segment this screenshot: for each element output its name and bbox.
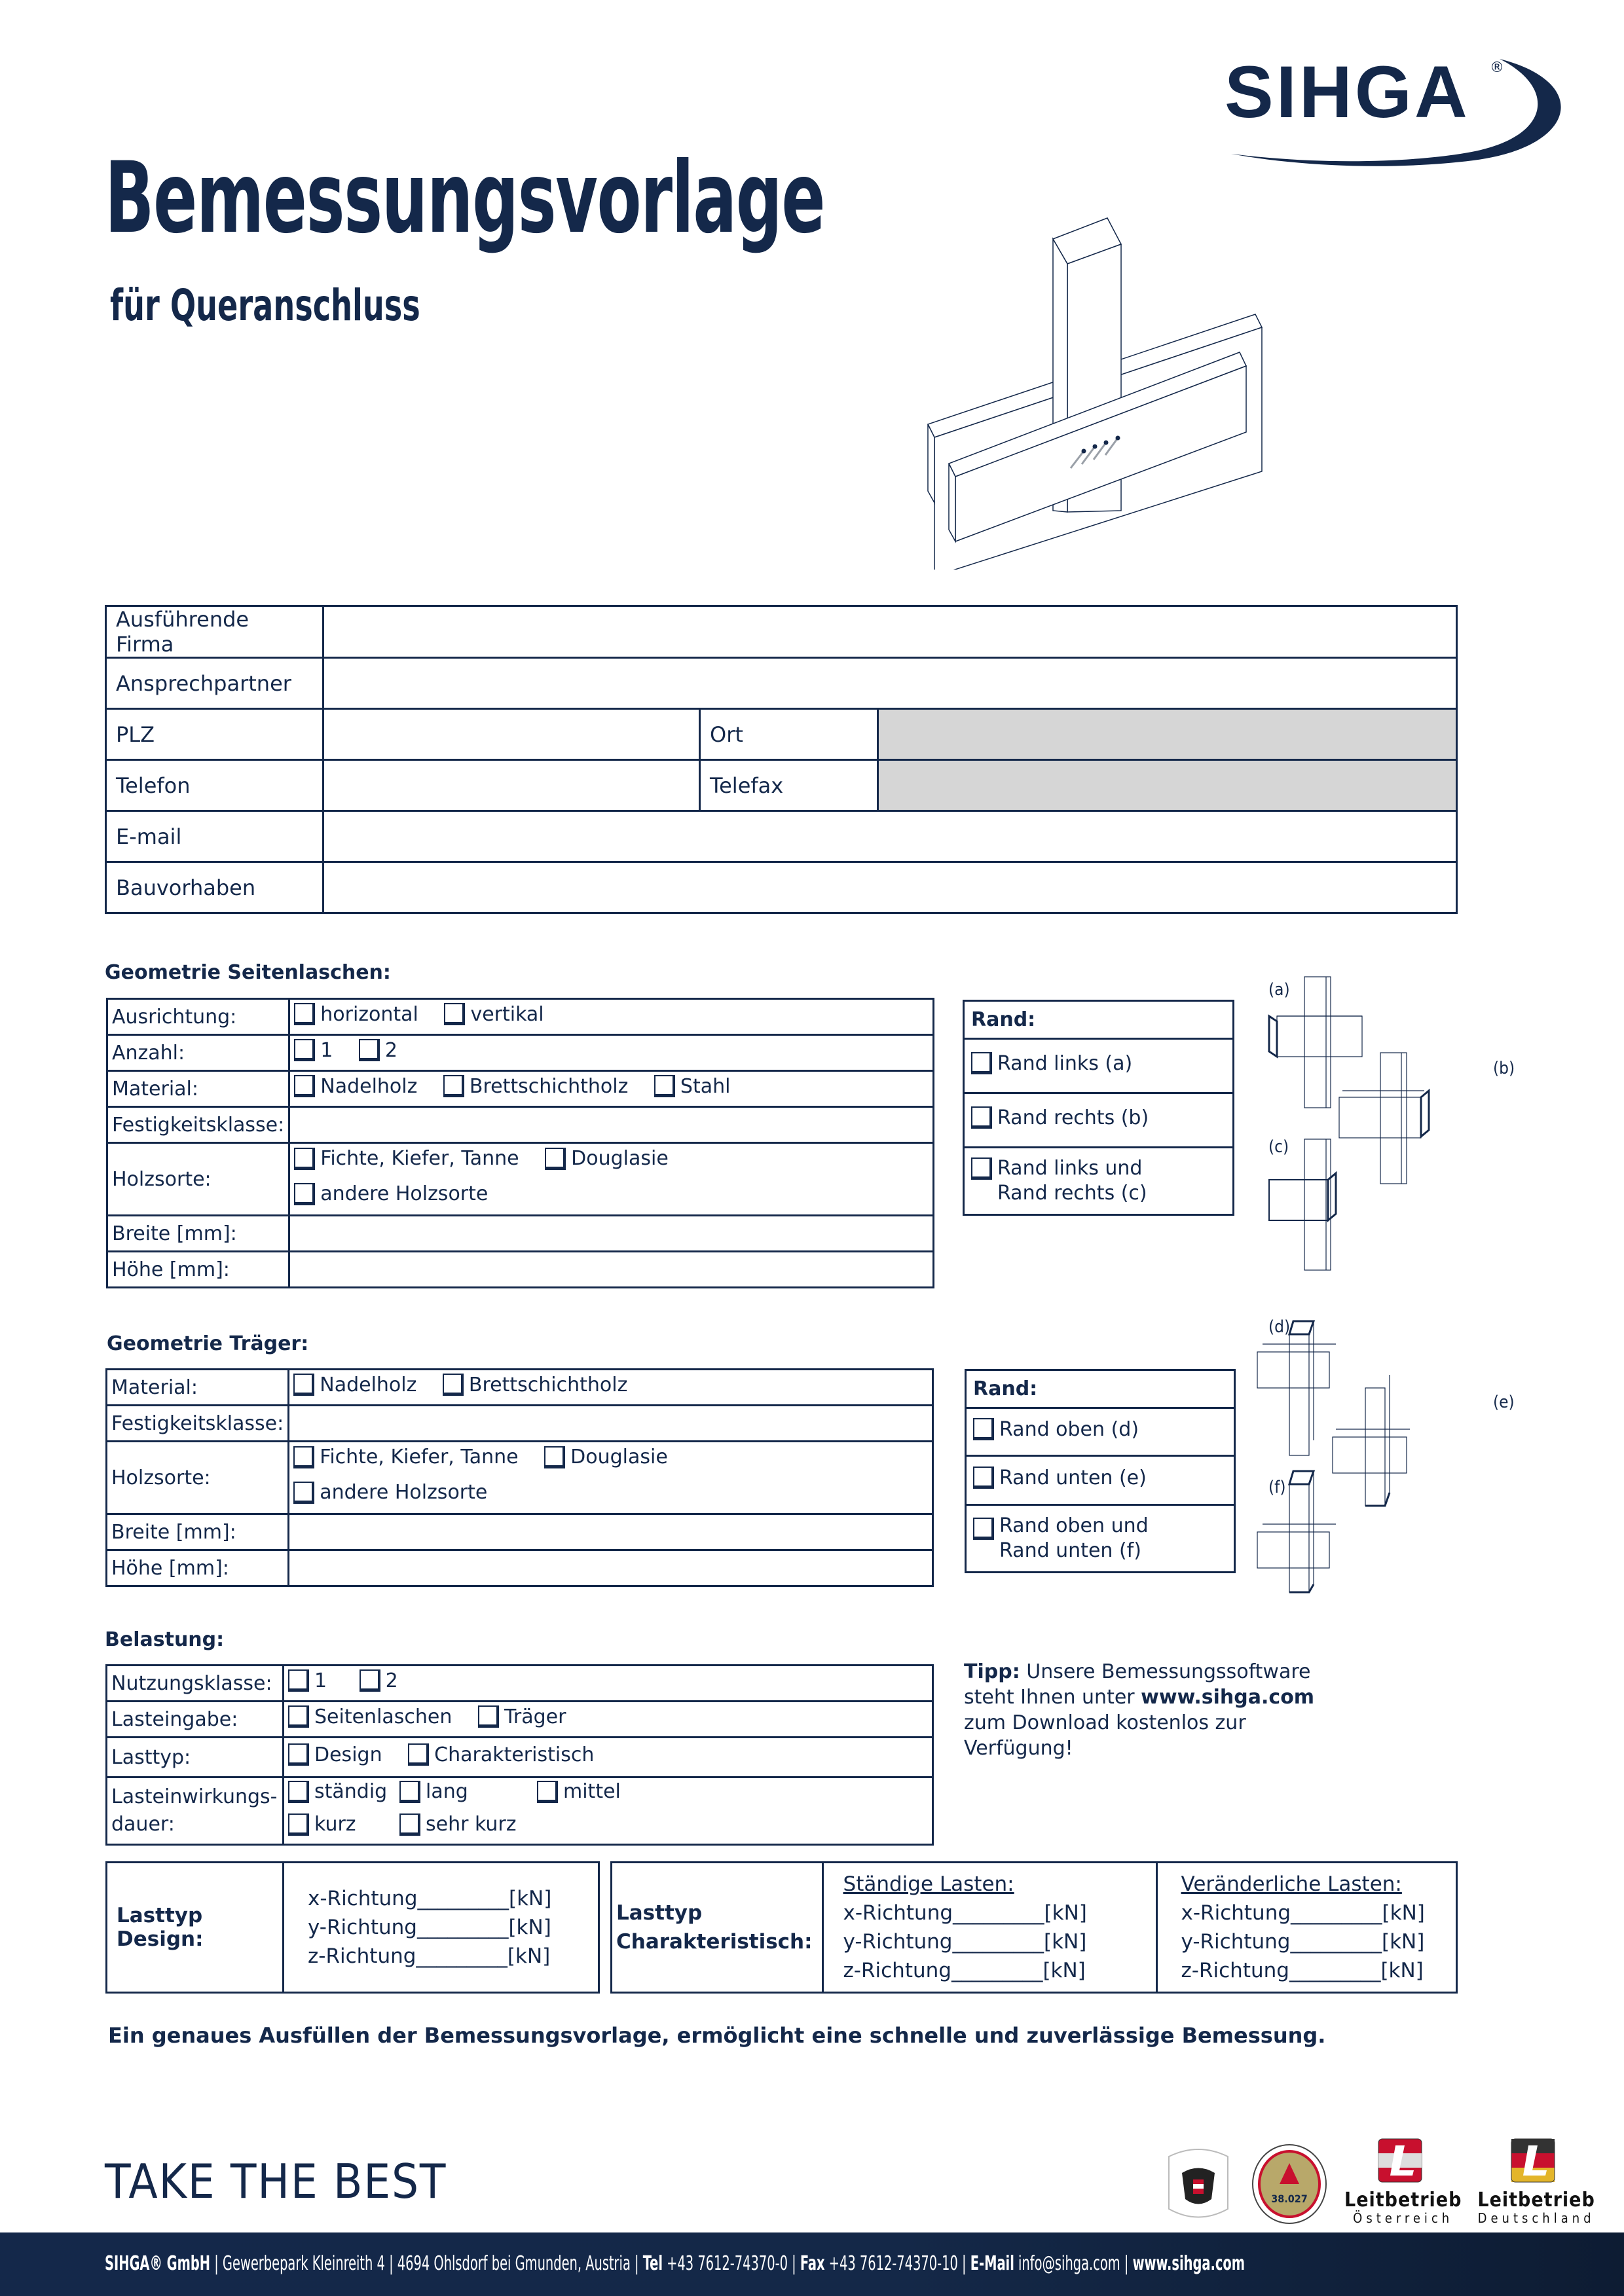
char-load-label-line1: Lasttyp bbox=[616, 1901, 703, 1925]
load-title: Belastung: bbox=[105, 1628, 225, 1651]
char-load-label-line2: Charakteristisch: bbox=[616, 1930, 813, 1954]
option-spruce[interactable] bbox=[293, 1442, 518, 1472]
phone-label: Telefon bbox=[106, 760, 323, 811]
option-edge-right[interactable] bbox=[971, 1106, 1149, 1129]
beam-material-label: Material: bbox=[107, 1370, 289, 1406]
tip-label: Tipp: bbox=[964, 1660, 1020, 1683]
count-label: Anzahl: bbox=[107, 1035, 289, 1071]
checkbox[interactable] bbox=[288, 1743, 309, 1766]
fax-field[interactable] bbox=[878, 760, 1457, 811]
option-very-short[interactable] bbox=[399, 1811, 517, 1838]
checkbox[interactable] bbox=[408, 1743, 429, 1766]
contact-person-label: Ansprechpartner bbox=[106, 658, 323, 709]
page-title: Bemessungsvorlage bbox=[105, 141, 825, 255]
option-label-line2: Rand rechts (c) bbox=[997, 1182, 1147, 1205]
row-phone-fax bbox=[106, 760, 1457, 811]
option-spruce[interactable] bbox=[294, 1144, 519, 1174]
checkbox[interactable] bbox=[971, 1106, 992, 1129]
austria-label: Österreich bbox=[1353, 2210, 1454, 2226]
checkbox[interactable] bbox=[654, 1075, 675, 1097]
option-beam[interactable] bbox=[478, 1705, 566, 1728]
duration-label-line1: Lasteinwirkungs- bbox=[111, 1785, 278, 1808]
option-edge-both[interactable] bbox=[971, 1156, 1147, 1206]
label-e: (e) bbox=[1493, 1393, 1515, 1412]
option-steel[interactable] bbox=[654, 1075, 731, 1098]
permanent-y-field[interactable]: y-Richtung_________[kN] bbox=[843, 1930, 1087, 1954]
checkbox[interactable] bbox=[293, 1482, 314, 1504]
option-long[interactable] bbox=[399, 1778, 537, 1806]
option-label: Stahl bbox=[680, 1074, 731, 1098]
side-edge-table bbox=[963, 1000, 1234, 1216]
logo-wordmark: SIHGA bbox=[1225, 51, 1470, 133]
checkbox[interactable] bbox=[294, 1148, 315, 1170]
checkbox[interactable] bbox=[399, 1813, 420, 1836]
fax-label: Telefax bbox=[700, 760, 878, 811]
option-label: Rand links (a) bbox=[997, 1051, 1133, 1075]
footer-company: SIHGA® GmbH bbox=[105, 2252, 211, 2275]
quality-seal-badge-icon bbox=[1250, 2143, 1329, 2225]
option-count-1[interactable] bbox=[294, 1039, 333, 1062]
option-label: kurz bbox=[314, 1813, 356, 1836]
option-glulam[interactable] bbox=[443, 1075, 628, 1098]
leitbetrieb-label: Leitbetrieb bbox=[1477, 2188, 1595, 2212]
option-side-plates[interactable] bbox=[288, 1705, 452, 1728]
option-label: Rand oben (d) bbox=[999, 1417, 1139, 1441]
option-label: 1 bbox=[320, 1038, 333, 1062]
option-label: Nadelholz bbox=[320, 1373, 417, 1396]
figure-d bbox=[1257, 1321, 1336, 1455]
option-permanent[interactable] bbox=[288, 1778, 399, 1806]
option-softwood[interactable] bbox=[293, 1374, 416, 1396]
checkbox[interactable] bbox=[359, 1039, 380, 1061]
variable-z-field[interactable]: z-Richtung_________[kN] bbox=[1181, 1959, 1424, 1982]
state-award-badge-icon bbox=[1162, 2143, 1234, 2225]
city-field[interactable] bbox=[878, 709, 1457, 760]
option-label: horizontal bbox=[320, 1002, 418, 1026]
option-label: andere Holzsorte bbox=[320, 1481, 488, 1504]
tip-text-end: zum Download kostenlos zur Verfügung! bbox=[964, 1711, 1246, 1760]
beam-edge-title: Rand: bbox=[966, 1370, 1235, 1408]
width-field[interactable] bbox=[289, 1216, 934, 1252]
footer-email-label: E-Mail bbox=[970, 2252, 1014, 2275]
option-count-2[interactable] bbox=[359, 1039, 397, 1062]
option-label: andere Holzsorte bbox=[320, 1182, 489, 1205]
footer-tel-label: Tel bbox=[642, 2252, 663, 2275]
phone-field[interactable] bbox=[323, 760, 700, 811]
option-edge-top[interactable] bbox=[973, 1418, 1139, 1441]
option-vertical[interactable] bbox=[444, 1003, 544, 1026]
checkbox[interactable] bbox=[544, 1446, 565, 1468]
leitbetrieb-austria-badge bbox=[1344, 2138, 1462, 2225]
leitbetrieb-germany-icon bbox=[1510, 2138, 1562, 2185]
height-field[interactable] bbox=[289, 1252, 934, 1288]
option-other-wood[interactable] bbox=[294, 1179, 488, 1209]
option-label: mittel bbox=[563, 1780, 621, 1803]
checkbox[interactable] bbox=[973, 1467, 994, 1489]
tip-text: Unsere Bemessungssoftware steht Ihnen unter bbox=[964, 1660, 1311, 1709]
label-b: (b) bbox=[1493, 1059, 1515, 1078]
connection-illustration bbox=[917, 210, 1473, 570]
beam-width-label: Breite [mm]: bbox=[107, 1514, 289, 1550]
beam-title: Geometrie Träger: bbox=[107, 1332, 309, 1355]
permanent-x-field[interactable]: x-Richtung_________[kN] bbox=[843, 1901, 1087, 1925]
option-horizontal[interactable] bbox=[294, 1003, 418, 1026]
label-a: (a) bbox=[1268, 980, 1290, 1000]
row-project bbox=[106, 862, 1457, 913]
design-y-field[interactable]: y-Richtung_________[kN] bbox=[308, 1916, 551, 1939]
checkbox[interactable] bbox=[545, 1148, 566, 1170]
leitbetrieb-label: Leitbetrieb bbox=[1344, 2188, 1462, 2212]
row-zip-city bbox=[106, 709, 1457, 760]
beam-width-field[interactable] bbox=[289, 1514, 933, 1550]
figure-b bbox=[1339, 1053, 1429, 1184]
option-label: Douglasie bbox=[570, 1446, 668, 1468]
option-label bbox=[999, 1514, 1149, 1563]
option-characteristic[interactable] bbox=[408, 1743, 594, 1766]
variable-y-field[interactable]: y-Richtung_________[kN] bbox=[1181, 1930, 1425, 1954]
option-label: Träger bbox=[504, 1705, 566, 1728]
checkbox[interactable] bbox=[288, 1781, 309, 1803]
option-label: 2 bbox=[385, 1669, 398, 1692]
checkbox[interactable] bbox=[288, 1669, 309, 1692]
permanent-z-field[interactable]: z-Richtung_________[kN] bbox=[843, 1959, 1086, 1982]
beam-wood-label: Holzsorte: bbox=[107, 1442, 289, 1514]
design-load-label: Lasttyp Design: bbox=[107, 1863, 284, 1993]
zip-field[interactable] bbox=[323, 709, 700, 760]
option-label: Charakteristisch bbox=[434, 1743, 595, 1766]
design-load-table bbox=[105, 1861, 600, 1994]
height-label: Höhe [mm]: bbox=[107, 1252, 289, 1288]
strength-field[interactable] bbox=[289, 1107, 934, 1143]
contact-table bbox=[105, 605, 1458, 914]
strength-label: Festigkeitsklasse: bbox=[107, 1107, 289, 1143]
option-label: vertikal bbox=[470, 1002, 544, 1026]
project-label: Bauvorhaben bbox=[106, 862, 323, 913]
option-edge-left[interactable] bbox=[971, 1052, 1132, 1075]
footer-tel: +43 7612-74370-0 | bbox=[662, 2252, 800, 2275]
option-label: sehr kurz bbox=[426, 1813, 517, 1836]
beam-table bbox=[105, 1368, 934, 1587]
completion-note: Ein genaues Ausfüllen der Bemessungsvorlage, ermöglicht eine schnelle und zuverlässige Bemessung. bbox=[108, 2023, 1326, 2048]
company-label: Ausführende Firma bbox=[106, 606, 323, 658]
quality-number: 38.027 bbox=[1271, 2192, 1308, 2205]
checkbox[interactable] bbox=[444, 1003, 465, 1025]
duration-label bbox=[107, 1777, 284, 1845]
beam-height-field[interactable] bbox=[289, 1550, 933, 1586]
footer-bar bbox=[0, 2232, 1624, 2296]
option-label: Rand rechts (b) bbox=[997, 1106, 1149, 1129]
leitbetrieb-germany-badge bbox=[1477, 2138, 1595, 2225]
option-glulam[interactable] bbox=[443, 1374, 627, 1396]
option-edge-bottom[interactable] bbox=[973, 1467, 1147, 1489]
material-label: Material: bbox=[107, 1071, 289, 1107]
option-label: Design bbox=[314, 1743, 382, 1766]
option-label bbox=[997, 1156, 1147, 1206]
registered-mark: ® bbox=[1490, 60, 1504, 76]
slogan: TAKE THE BEST bbox=[105, 2154, 447, 2209]
footer-address: | Gewerbepark Kleinreith 4 | 4694 Ohlsdorf bei Gmunden, Austria | bbox=[210, 2252, 643, 2275]
option-label: 2 bbox=[384, 1038, 397, 1062]
footer-website-link[interactable]: www.sihga.com bbox=[1132, 2252, 1246, 2275]
city-label: Ort bbox=[700, 709, 878, 760]
orientation-label: Ausrichtung: bbox=[107, 999, 289, 1035]
option-douglas[interactable] bbox=[545, 1144, 669, 1174]
duration-label-line2: dauer: bbox=[111, 1813, 175, 1836]
project-field[interactable] bbox=[323, 862, 1457, 913]
load-table bbox=[105, 1664, 934, 1846]
logo-swoosh-icon bbox=[1225, 51, 1565, 173]
checkbox[interactable] bbox=[288, 1705, 309, 1728]
beam-strength-field[interactable] bbox=[289, 1406, 933, 1442]
email-label: E-mail bbox=[106, 811, 323, 862]
option-label: 1 bbox=[314, 1669, 327, 1692]
leitbetrieb-austria-icon bbox=[1377, 2138, 1430, 2185]
side-plates-table bbox=[106, 998, 934, 1288]
option-other-wood[interactable] bbox=[293, 1478, 487, 1508]
beam-edge-diagrams bbox=[1244, 1303, 1532, 1597]
option-label-line1: Rand oben und bbox=[999, 1514, 1149, 1537]
option-medium[interactable] bbox=[537, 1778, 621, 1806]
page-subtitle: für Queranschluss bbox=[110, 280, 420, 331]
checkbox[interactable] bbox=[971, 1157, 992, 1180]
option-service-class-1[interactable] bbox=[288, 1669, 327, 1692]
beam-edge-table bbox=[965, 1369, 1236, 1573]
option-label-line1: Rand links und bbox=[997, 1157, 1143, 1180]
checkbox[interactable] bbox=[399, 1781, 420, 1803]
footer-email[interactable]: info@sihga.com | bbox=[1014, 2252, 1133, 2275]
design-z-field[interactable]: z-Richtung_________[kN] bbox=[308, 1944, 551, 1968]
option-label: Douglasie bbox=[571, 1147, 669, 1170]
option-label: Brettschichtholz bbox=[468, 1373, 628, 1396]
service-class-label: Nutzungsklasse: bbox=[107, 1666, 284, 1702]
beam-height-label: Höhe [mm]: bbox=[107, 1550, 289, 1586]
certification-badges bbox=[1162, 2138, 1595, 2225]
row-email bbox=[106, 811, 1457, 862]
checkbox[interactable] bbox=[360, 1669, 380, 1692]
checkbox[interactable] bbox=[478, 1705, 499, 1728]
option-label: Seitenlaschen bbox=[314, 1705, 452, 1728]
option-short[interactable] bbox=[288, 1811, 399, 1838]
load-type-label: Lasttyp: bbox=[107, 1738, 284, 1777]
variable-loads-title: Veränderliche Lasten: bbox=[1181, 1872, 1402, 1896]
side-edge-title: Rand: bbox=[964, 1001, 1234, 1039]
checkbox[interactable] bbox=[973, 1518, 994, 1540]
footer-contact bbox=[105, 2252, 1245, 2275]
option-label: Brettschichtholz bbox=[469, 1074, 629, 1098]
beam-strength-label: Festigkeitsklasse: bbox=[107, 1406, 289, 1442]
side-edge-diagrams bbox=[1257, 956, 1532, 1277]
checkbox[interactable] bbox=[288, 1813, 309, 1836]
checkbox[interactable] bbox=[973, 1418, 994, 1440]
germany-label: Deutschland bbox=[1477, 2210, 1595, 2226]
checkbox[interactable] bbox=[443, 1075, 464, 1097]
width-label: Breite [mm]: bbox=[107, 1216, 289, 1252]
design-x-field[interactable]: x-Richtung_________[kN] bbox=[308, 1887, 552, 1910]
checkbox[interactable] bbox=[294, 1039, 315, 1061]
option-label: Rand unten (e) bbox=[999, 1466, 1147, 1489]
footer-fax-label: Fax bbox=[800, 2252, 825, 2275]
figure-e bbox=[1333, 1375, 1410, 1506]
tip-link[interactable]: www.sihga.com bbox=[1141, 1686, 1315, 1709]
software-tip bbox=[964, 1659, 1318, 1761]
checkbox[interactable] bbox=[294, 1003, 315, 1025]
checkbox[interactable] bbox=[971, 1052, 992, 1074]
characteristic-load-table bbox=[610, 1861, 1458, 1994]
option-douglas[interactable] bbox=[544, 1442, 668, 1472]
variable-x-field[interactable]: x-Richtung_________[kN] bbox=[1181, 1901, 1425, 1925]
side-plates-title: Geometrie Seitenlaschen: bbox=[105, 961, 391, 984]
permanent-loads-title: Ständige Lasten: bbox=[843, 1872, 1014, 1896]
option-design[interactable] bbox=[288, 1743, 382, 1766]
figure-c bbox=[1269, 1139, 1336, 1270]
checkbox[interactable] bbox=[443, 1374, 464, 1396]
option-label: Fichte, Kiefer, Tanne bbox=[320, 1147, 519, 1170]
email-field[interactable] bbox=[323, 811, 1457, 862]
option-softwood[interactable] bbox=[294, 1075, 417, 1098]
wood-label: Holzsorte: bbox=[107, 1143, 289, 1216]
checkbox[interactable] bbox=[537, 1781, 558, 1803]
company-field[interactable] bbox=[323, 606, 1457, 658]
contact-person-field[interactable] bbox=[323, 658, 1457, 709]
label-c: (c) bbox=[1268, 1137, 1289, 1157]
load-input-label: Lasteingabe: bbox=[107, 1702, 284, 1738]
checkbox[interactable] bbox=[293, 1446, 314, 1468]
option-label: lang bbox=[426, 1780, 468, 1803]
label-d: (d) bbox=[1268, 1317, 1291, 1337]
option-edge-top-bottom[interactable] bbox=[973, 1514, 1149, 1563]
checkbox[interactable] bbox=[294, 1075, 315, 1097]
option-label-line2: Rand unten (f) bbox=[999, 1539, 1141, 1562]
option-label: Nadelholz bbox=[320, 1074, 418, 1098]
footer-fax: +43 7612-74370-10 | bbox=[824, 2252, 970, 2275]
checkbox[interactable] bbox=[294, 1183, 315, 1205]
label-f: (f) bbox=[1268, 1478, 1286, 1497]
option-service-class-2[interactable] bbox=[360, 1669, 398, 1692]
option-label: ständig bbox=[314, 1780, 388, 1803]
zip-label: PLZ bbox=[106, 709, 323, 760]
char-load-label bbox=[612, 1863, 823, 1993]
option-label: Fichte, Kiefer, Tanne bbox=[320, 1446, 519, 1468]
row-company bbox=[106, 606, 1457, 658]
row-contact-person bbox=[106, 658, 1457, 709]
sihga-logo bbox=[1225, 51, 1565, 173]
checkbox[interactable] bbox=[293, 1374, 314, 1396]
